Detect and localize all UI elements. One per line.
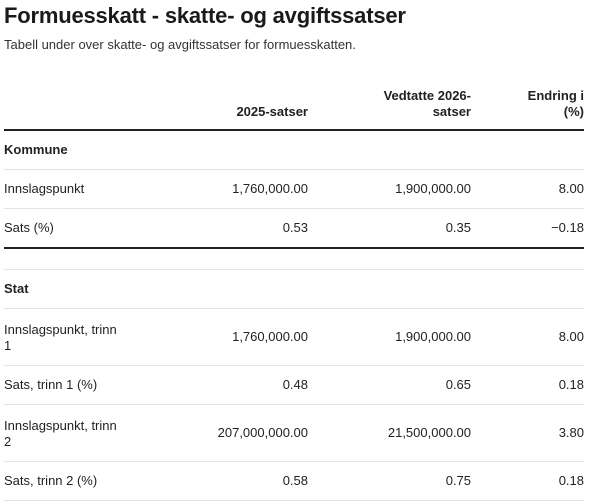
header-label [4, 80, 144, 130]
table-header-row [4, 80, 584, 130]
cell-2026: 0.35 [308, 209, 471, 249]
table-row [4, 405, 584, 462]
row-label-line2: 1 [4, 338, 12, 353]
cell-2026: 1,900,000.00 [308, 170, 471, 209]
page-title: Formuesskatt - skatte- og avgiftssatser [4, 3, 406, 28]
table-row [4, 209, 584, 249]
cell-2025: 1,760,000.00 [144, 309, 308, 366]
table-row [4, 309, 584, 366]
section-title: Stat [4, 270, 584, 309]
section-row-stat [4, 270, 584, 309]
header-2025: 2025-satser [144, 80, 308, 130]
section-row-kommune [4, 130, 584, 170]
row-label-line2: 2 [4, 434, 12, 449]
header-change-line2: (%) [563, 104, 584, 119]
cell-change: 8.00 [471, 170, 584, 209]
cell-2026: 0.65 [308, 366, 471, 405]
cell-2025: 0.58 [144, 462, 308, 501]
cell-2026: 0.75 [308, 462, 471, 501]
table-row [4, 366, 584, 405]
header-change-line1: Endring i [527, 88, 584, 103]
header-2026-line1: Vedtatte 2026- [383, 88, 471, 103]
spacer-row [4, 248, 584, 270]
cell-change: 0.18 [471, 366, 584, 405]
cell-2025: 0.53 [144, 209, 308, 249]
header-change [471, 80, 584, 130]
row-label: Sats, trinn 2 (%) [4, 462, 144, 501]
row-label [4, 405, 144, 462]
table-row [4, 462, 584, 501]
tax-rates-table [4, 80, 584, 501]
cell-change: 0.18 [471, 462, 584, 501]
spacer-cell [4, 248, 584, 270]
row-label: Sats, trinn 1 (%) [4, 366, 144, 405]
cell-change: 8.00 [471, 309, 584, 366]
cell-2026: 1,900,000.00 [308, 309, 471, 366]
header-2026-line2: satser [432, 104, 471, 119]
row-label: Sats (%) [4, 209, 144, 249]
row-label [4, 309, 144, 366]
page-subtitle: Tabell under over skatte- og avgiftssatser for formuesskatten. [4, 37, 356, 52]
cell-2026: 21,500,000.00 [308, 405, 471, 462]
section-title: Kommune [4, 130, 584, 170]
row-label: Innslagspunkt [4, 170, 144, 209]
cell-2025: 1,760,000.00 [144, 170, 308, 209]
cell-2025: 0.48 [144, 366, 308, 405]
table-row [4, 170, 584, 209]
cell-2025: 207,000,000.00 [144, 405, 308, 462]
cell-change: −0.18 [471, 209, 584, 249]
row-label-line1: Innslagspunkt, trinn [4, 322, 117, 337]
cell-change: 3.80 [471, 405, 584, 462]
row-label-line1: Innslagspunkt, trinn [4, 418, 117, 433]
header-2026 [308, 80, 471, 130]
